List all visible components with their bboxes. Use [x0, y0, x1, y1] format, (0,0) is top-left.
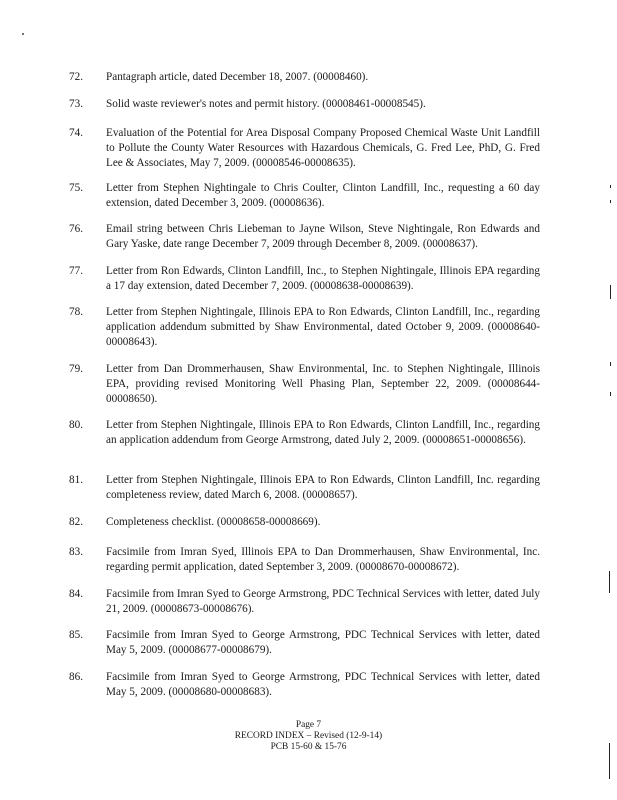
entry-text: Email string between Chris Liebeman to Jayne Wilson, Steve Nightingale, Ron Edwards and Gary Yaske, date range December 7, 2009 through December 8, 2009. (00008637).: [106, 223, 540, 250]
entry-number: 80.: [69, 419, 83, 431]
entry-text: Letter from Stephen Nightingale, Illinois EPA to Ron Edwards, Clinton Landfill, Inc. regarding completeness review, dated March 6, 2008. (00008657).: [106, 474, 540, 501]
entry-text: Letter from Stephen Nightingale, Illinois EPA to Ron Edwards, Clinton Landfill, Inc., regarding an application addendum from George Armstrong, dated July 2, 2009. (00008651-00008656).: [106, 419, 540, 446]
entry-text: Letter from Stephen Nightingale, Illinois EPA to Ron Edwards, Clinton Landfill, Inc., regarding application addendum submitted by Shaw Environmental, dated October 9, 2009. (00008640-00008643).: [106, 306, 540, 348]
entry-number: 74.: [69, 127, 83, 139]
entry-text: Letter from Dan Drommerhausen, Shaw Environmental, Inc. to Stephen Nightingale, Illinois EPA, providing revised Monitoring Well Phasing Plan, September 22, 2009. (00008644-00008650).: [106, 363, 540, 405]
entry-number: 72.: [69, 71, 83, 83]
entry-number: 85.: [69, 629, 83, 641]
entry-text: Solid waste reviewer's notes and permit history. (00008461-00008545).: [106, 98, 426, 110]
entry-number: 76.: [69, 223, 83, 235]
entry-number: 84.: [69, 588, 83, 600]
scan-mark: [609, 743, 610, 779]
page-footer: [0, 720, 617, 753]
entry-text: Facsimile from Imran Syed to George Armstrong, PDC Technical Services with letter, dated July 21, 2009. (00008673-00008676).: [106, 588, 540, 615]
entry-text: Evaluation of the Potential for Area Disposal Company Proposed Chemical Waste Unit Landfill to Pollute the County Water Resources with Hazardous Chemicals, G. Fred Lee, PhD, G. Fred Lee & Associates, May 7, 2009. (00008546-00008635).: [106, 127, 540, 169]
entry-text: Completeness checklist. (00008658-00008669).: [106, 516, 321, 528]
scan-speck: [22, 33, 24, 35]
entry-number: 79.: [69, 363, 83, 375]
scan-mark: [610, 185, 611, 188]
index-revision: RECORD INDEX – Revised (12-9-14): [234, 731, 383, 741]
entry-number: 86.: [69, 671, 83, 683]
scan-mark: [609, 571, 610, 593]
scan-mark: [610, 285, 611, 299]
entry-number: 82.: [69, 516, 83, 528]
entry-text: Facsimile from Imran Syed, Illinois EPA to Dan Drommerhausen, Shaw Environmental, Inc. regarding permit application, dated September 3, 2009. (00008670-00008672).: [106, 546, 540, 573]
scan-mark: [610, 200, 611, 203]
scan-mark: [610, 392, 611, 396]
entry-text: Letter from Ron Edwards, Clinton Landfill, Inc., to Stephen Nightingale, Illinois EPA regarding a 17 day extension, dated December 7, 2009. (00008638-00008639).: [106, 265, 540, 292]
entry-number: 81.: [69, 474, 83, 486]
entry-text: Facsimile from Imran Syed to George Armstrong, PDC Technical Services with letter, dated May 5, 2009. (00008677-00008679).: [106, 629, 540, 656]
entry-number: 78.: [69, 306, 83, 318]
entry-number: 83.: [69, 546, 83, 558]
entry-text: Letter from Stephen Nightingale to Chris Coulter, Clinton Landfill, Inc., requesting a 60 day extension, dated December 3, 2009. (00008636).: [106, 182, 540, 209]
entry-number: 73.: [69, 98, 83, 110]
case-number: PCB 15-60 & 15-76: [270, 742, 347, 752]
page-number: Page 7: [295, 720, 322, 730]
scan-mark: [610, 362, 611, 366]
entry-text: Pantagraph article, dated December 18, 2007. (00008460).: [106, 71, 369, 83]
entry-number: 77.: [69, 265, 83, 277]
entry-text: Facsimile from Imran Syed to George Armstrong, PDC Technical Services with letter, dated May 5, 2009. (00008680-00008683).: [106, 671, 540, 698]
entry-number: 75.: [69, 182, 83, 194]
